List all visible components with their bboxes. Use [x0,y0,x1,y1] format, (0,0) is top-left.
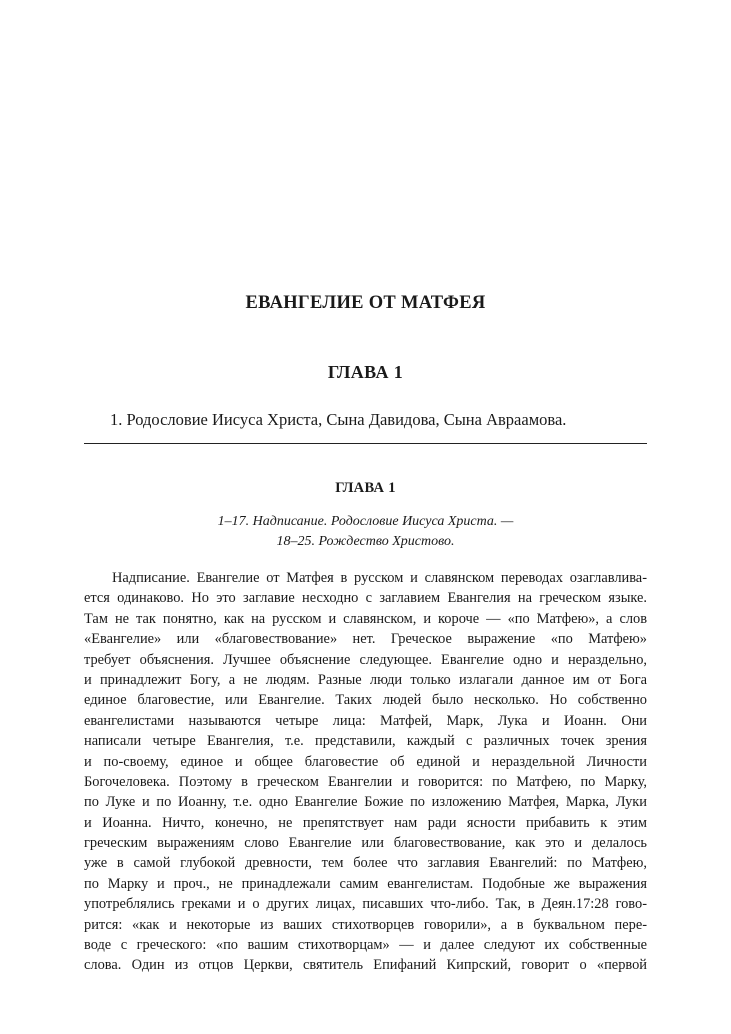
body-line: по Марку и проч., не принадлежали самим евангелистам. Подобные же выражения [84,875,647,892]
body-line: «Евангелие» или «благовествование» нет. Греческое выражение «по Матфею» [84,631,647,648]
book-title: ЕВАНГЕЛИЕ ОТ МАТФЕЯ [245,293,486,313]
body-line: Там не так понятно, как на русском и славянском, и короче — «по Матфею», а слов [84,610,647,627]
body-line: слова. Один из отцов Церкви, святитель Епифаний Кипрский, говорит о «первой [84,957,647,974]
body-line: воде с греческого: «по вашим стихотворцам» — и далее следуют их собственные [84,937,647,954]
commentary-chapter-heading: ГЛАВА 1 [335,480,396,496]
body-line: и принадлежит Богу, а не людям. Разные люди только излагали данное им от Бога [84,671,647,688]
body-line: и по-своему, единое и общее благовестие об единой и нераздельной Личности [84,753,647,770]
body-line: греческим выражениям слово Евангелие или благовествование, как это и делалось [84,835,647,852]
commentary-body [84,568,647,976]
commentary-subtitle-line: 1–17. Надписание. Родословие Иисуса Христа. — [217,514,514,529]
body-line: рится: «как и некоторые из ваших стихотворцев говорили», а в буквальном пере- [84,916,647,933]
body-line: уже в самой глубокой древности, тем более что заглавия Евангелий: по Матфею, [84,855,647,872]
body-line: единое благовестие, или Евангелие. Таких людей было несколько. Но собственно [84,692,647,709]
body-line: написали четыре Евангелия, т.е. представили, каждый с различных точек зрения [84,733,647,750]
body-line: по Луке и по Иоанну, т.е. одно Евангелие Божие по изложению Матфея, Марка, Луки [84,794,647,811]
commentary-subtitle-line: 18–25. Рождество Христово. [276,534,455,549]
scripture-chapter-heading: ГЛАВА 1 [327,362,404,382]
body-line: ется одинаково. Но это заглавие несходно с заглавием Евангелия на греческом языке. [84,590,647,607]
body-line: требует объяснения. Лучшее объяснение следующее. Евангелие одно и нераздельно, [84,651,647,668]
body-line: и Иоанна. Ничто, конечно, не препятствует нам ради ясности прибавить к этим [84,814,647,831]
body-line: Надписание. Евангелие от Матфея в русском и славянском переводах озаглавлива- [112,570,647,586]
scripture-verse: 1. Родословие Иисуса Христа, Сына Давидова, Сына Авраамова. [110,410,567,429]
section-divider [84,443,647,444]
body-line: употреблялись греками и о других лицах, писавших что-либо. Так, в Деян.17:28 гово- [84,896,647,913]
body-line: Богочеловека. Поэтому в греческом Евангелии и говорится: по Матфею, по Марку, [84,773,647,790]
body-line: евангелистами называются четыре лица: Матфей, Марк, Лука и Иоанн. Они [84,712,647,729]
